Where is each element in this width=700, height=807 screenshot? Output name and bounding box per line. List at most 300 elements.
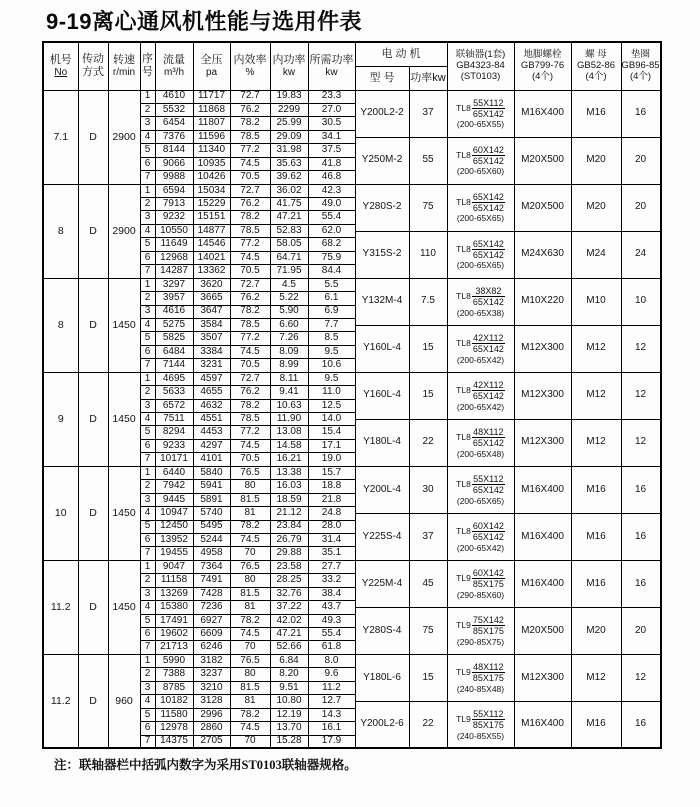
table-row: [43, 560, 661, 567]
anchor-bolt-cell: M16X400: [514, 466, 571, 513]
flow-cell: 19455: [155, 547, 193, 560]
seq-cell: 4: [140, 507, 155, 520]
required-power-cell: 18.8: [308, 480, 355, 493]
seq-cell: 3: [140, 117, 155, 130]
flow-cell: 13269: [155, 587, 193, 600]
efficiency-cell: 72.7: [230, 278, 270, 291]
flow-cell: 4610: [155, 90, 193, 103]
seq-cell: 5: [140, 614, 155, 627]
required-power-cell: 9.6: [308, 668, 355, 681]
efficiency-cell: 70.5: [230, 453, 270, 466]
coupling-note: (240-85X55): [456, 730, 505, 741]
motor-model-cell: Y280S-4: [355, 607, 409, 654]
required-power-cell: 84.4: [308, 265, 355, 278]
anchor-bolt-cell: M12X300: [514, 325, 571, 372]
drive-mode-cell: D: [78, 278, 108, 372]
efficiency-cell: 74.5: [230, 439, 270, 452]
required-power-cell: 28.0: [308, 520, 355, 533]
table-row: [43, 654, 661, 661]
motor-model-cell: Y200L-4: [355, 466, 409, 513]
pressure-cell: 3507: [193, 332, 230, 345]
anchor-bolt-cell: M16X400: [514, 90, 571, 137]
required-power-cell: 30.5: [308, 117, 355, 130]
footnote: 注：联轴器栏中括弧内数字为采用ST0103联轴器规格。: [54, 758, 357, 773]
required-power-cell: 19.0: [308, 453, 355, 466]
coupling-note: (240-85X48): [456, 683, 505, 694]
seq-cell: 7: [140, 453, 155, 466]
motor-model-cell: Y200L2-6: [355, 701, 409, 748]
required-power-cell: 12.5: [308, 399, 355, 412]
pressure-cell: 15229: [193, 198, 230, 211]
efficiency-cell: 77.2: [230, 426, 270, 439]
internal-power-cell: 71.95: [270, 265, 308, 278]
internal-power-cell: 35.63: [270, 157, 308, 170]
washer-cell: 20: [621, 607, 661, 654]
drive-mode-cell: D: [78, 372, 108, 466]
internal-power-cell: 25.99: [270, 117, 308, 130]
pressure-cell: 6927: [193, 614, 230, 627]
efficiency-cell: 78.2: [230, 708, 270, 721]
internal-power-cell: 16.21: [270, 453, 308, 466]
flow-cell: 5532: [155, 103, 193, 116]
washer-cell: 16: [621, 466, 661, 513]
pressure-cell: 14021: [193, 251, 230, 264]
internal-power-cell: 11.90: [270, 413, 308, 426]
pressure-cell: 4958: [193, 547, 230, 560]
internal-power-cell: 28.25: [270, 574, 308, 587]
coupling-bottom: 85X175: [472, 720, 504, 731]
pressure-cell: 4597: [193, 372, 230, 385]
col-header-motor-power: 功率kw: [409, 66, 447, 90]
seq-cell: 4: [140, 413, 155, 426]
internal-power-cell: 13.38: [270, 466, 308, 479]
washer-cell: 16: [621, 90, 661, 137]
coupling-spec-cell: [447, 466, 514, 513]
coupling-bottom: 65X142: [472, 438, 504, 449]
machine-no-cell: 9: [43, 372, 78, 466]
motor-model-cell: Y160L-4: [355, 372, 409, 419]
seq-cell: 6: [140, 251, 155, 264]
seq-cell: 7: [140, 641, 155, 654]
speed-cell: 960: [108, 654, 140, 748]
efficiency-cell: 80: [230, 480, 270, 493]
speed-cell: 1450: [108, 278, 140, 372]
seq-cell: 6: [140, 157, 155, 170]
pressure-cell: 3647: [193, 305, 230, 318]
internal-power-cell: 9.41: [270, 386, 308, 399]
seq-cell: 4: [140, 695, 155, 708]
required-power-cell: 9.5: [308, 372, 355, 385]
internal-power-cell: 36.02: [270, 184, 308, 197]
nut-cell: M10: [571, 278, 621, 325]
machine-no-cell: 11.2: [43, 560, 78, 654]
seq-cell: 2: [140, 198, 155, 211]
pressure-cell: 4453: [193, 426, 230, 439]
seq-cell: 7: [140, 735, 155, 748]
washer-cell: 10: [621, 278, 661, 325]
coupling-prefix: TL8: [456, 479, 471, 490]
fan-table: [42, 41, 662, 749]
internal-power-cell: 19.83: [270, 90, 308, 103]
anchor-bolt-cell: M16X400: [514, 560, 571, 607]
coupling-top: 65X142: [472, 238, 504, 249]
nut-cell: M16: [571, 513, 621, 560]
washer-cell: 20: [621, 184, 661, 231]
col-header-nut: 螺 母 GB52-86 (4个): [571, 42, 621, 90]
efficiency-cell: 78.2: [230, 117, 270, 130]
motor-model-cell: Y132M-4: [355, 278, 409, 325]
efficiency-cell: 76.5: [230, 560, 270, 573]
internal-power-cell: 58.05: [270, 238, 308, 251]
coupling-bottom: 85X175: [472, 626, 504, 637]
table-row: [43, 184, 661, 191]
required-power-cell: 61.8: [308, 641, 355, 654]
pressure-cell: 5840: [193, 466, 230, 479]
efficiency-cell: 74.5: [230, 251, 270, 264]
washer-cell: 16: [621, 701, 661, 748]
motor-power-cell: 7.5: [409, 278, 447, 325]
coupling-bottom: 65X142: [472, 203, 504, 214]
anchor-bolt-cell: M12X300: [514, 372, 571, 419]
motor-model-cell: Y225S-4: [355, 513, 409, 560]
efficiency-cell: 78.2: [230, 399, 270, 412]
seq-cell: 5: [140, 426, 155, 439]
internal-power-cell: 52.83: [270, 224, 308, 237]
col-header-efficiency: 内效率 %: [230, 42, 270, 90]
speed-cell: 2900: [108, 184, 140, 278]
internal-power-cell: 13.70: [270, 722, 308, 735]
efficiency-cell: 70.5: [230, 171, 270, 184]
flow-cell: 19602: [155, 628, 193, 641]
efficiency-cell: 77.2: [230, 144, 270, 157]
internal-power-cell: 21.12: [270, 507, 308, 520]
seq-cell: 2: [140, 292, 155, 305]
seq-cell: 3: [140, 399, 155, 412]
internal-power-cell: 8.11: [270, 372, 308, 385]
pressure-cell: 2705: [193, 735, 230, 748]
internal-power-cell: 2299: [270, 103, 308, 116]
motor-power-cell: 22: [409, 701, 447, 748]
required-power-cell: 11.2: [308, 681, 355, 694]
required-power-cell: 17.9: [308, 735, 355, 748]
coupling-spec-cell: [447, 90, 514, 137]
internal-power-cell: 5.22: [270, 292, 308, 305]
coupling-note: (290-85X60): [456, 589, 505, 600]
required-power-cell: 14.0: [308, 413, 355, 426]
speed-cell: 1450: [108, 466, 140, 560]
seq-cell: 6: [140, 439, 155, 452]
seq-cell: 5: [140, 144, 155, 157]
internal-power-cell: 4.5: [270, 278, 308, 291]
flow-cell: 21713: [155, 641, 193, 654]
nut-cell: M12: [571, 654, 621, 701]
coupling-top: 60X142: [472, 568, 504, 579]
efficiency-cell: 78.5: [230, 130, 270, 143]
seq-cell: 3: [140, 305, 155, 318]
efficiency-cell: 70: [230, 735, 270, 748]
flow-cell: 12968: [155, 251, 193, 264]
efficiency-cell: 76.2: [230, 198, 270, 211]
required-power-cell: 55.4: [308, 628, 355, 641]
efficiency-cell: 78.5: [230, 318, 270, 331]
seq-cell: 2: [140, 574, 155, 587]
flow-cell: 9988: [155, 171, 193, 184]
seq-cell: 4: [140, 318, 155, 331]
pressure-cell: 11717: [193, 90, 230, 103]
nut-cell: M20: [571, 137, 621, 184]
flow-cell: 7511: [155, 413, 193, 426]
seq-cell: 6: [140, 533, 155, 546]
required-power-cell: 21.8: [308, 493, 355, 506]
internal-power-cell: 14.58: [270, 439, 308, 452]
required-power-cell: 35.1: [308, 547, 355, 560]
coupling-top: 55X112: [473, 708, 504, 719]
coupling-spec-cell: [447, 137, 514, 184]
pressure-cell: 11868: [193, 103, 230, 116]
efficiency-cell: 72.7: [230, 372, 270, 385]
coupling-bottom: 65X142: [472, 250, 504, 261]
flow-cell: 7388: [155, 668, 193, 681]
coupling-prefix: TL8: [456, 291, 471, 302]
anchor-bolt-cell: M24X630: [514, 231, 571, 278]
pressure-cell: 6246: [193, 641, 230, 654]
seq-cell: 1: [140, 184, 155, 197]
required-power-cell: 68.2: [308, 238, 355, 251]
anchor-bolt-cell: M12X300: [514, 654, 571, 701]
anchor-bolt-cell: M16X400: [514, 701, 571, 748]
coupling-top: 55X112: [473, 473, 504, 484]
internal-power-cell: 10.63: [270, 399, 308, 412]
flow-cell: 9445: [155, 493, 193, 506]
seq-cell: 2: [140, 386, 155, 399]
required-power-cell: 31.4: [308, 533, 355, 546]
internal-power-cell: 8.09: [270, 345, 308, 358]
col-header-required-power: 所需功率 kw: [308, 42, 355, 90]
pressure-cell: 3231: [193, 359, 230, 372]
seq-cell: 4: [140, 224, 155, 237]
efficiency-cell: 80: [230, 668, 270, 681]
flow-cell: 11580: [155, 708, 193, 721]
internal-power-cell: 5.90: [270, 305, 308, 318]
flow-cell: 6440: [155, 466, 193, 479]
coupling-note: (200-65X48): [456, 448, 505, 459]
internal-power-cell: 7.26: [270, 332, 308, 345]
efficiency-cell: 81: [230, 507, 270, 520]
required-power-cell: 15.4: [308, 426, 355, 439]
internal-power-cell: 6.84: [270, 654, 308, 667]
internal-power-cell: 42.02: [270, 614, 308, 627]
efficiency-cell: 77.2: [230, 332, 270, 345]
nut-cell: M16: [571, 701, 621, 748]
required-power-cell: 42.3: [308, 184, 355, 197]
flow-cell: 5990: [155, 654, 193, 667]
seq-cell: 6: [140, 345, 155, 358]
required-power-cell: 6.1: [308, 292, 355, 305]
required-power-cell: 5.5: [308, 278, 355, 291]
coupling-top: 55X112: [473, 97, 504, 108]
washer-cell: 24: [621, 231, 661, 278]
pressure-cell: 5891: [193, 493, 230, 506]
col-header-anchor-bolt: 地脚螺栓 GB799-76 (4个): [514, 42, 571, 90]
coupling-top: 42X112: [473, 332, 504, 343]
coupling-note: (200-65X55): [456, 119, 505, 130]
coupling-note: (200-65X65): [456, 495, 505, 506]
coupling-bottom: 85X175: [472, 673, 504, 684]
internal-power-cell: 8.20: [270, 668, 308, 681]
efficiency-cell: 81.5: [230, 493, 270, 506]
efficiency-cell: 72.7: [230, 90, 270, 103]
coupling-prefix: TL8: [456, 244, 471, 255]
seq-cell: 5: [140, 708, 155, 721]
internal-power-cell: 47.21: [270, 628, 308, 641]
coupling-prefix: TL8: [456, 385, 471, 396]
flow-cell: 9066: [155, 157, 193, 170]
table-row: [43, 90, 661, 97]
coupling-note: (200-65X65): [456, 260, 505, 271]
coupling-prefix: TL8: [456, 197, 471, 208]
internal-power-cell: 64.71: [270, 251, 308, 264]
flow-cell: 17491: [155, 614, 193, 627]
coupling-bottom: 65X142: [472, 485, 504, 496]
internal-power-cell: 26.79: [270, 533, 308, 546]
nut-cell: M12: [571, 419, 621, 466]
required-power-cell: 10.6: [308, 359, 355, 372]
washer-cell: 12: [621, 372, 661, 419]
required-power-cell: 14.3: [308, 708, 355, 721]
pressure-cell: 7364: [193, 560, 230, 573]
coupling-prefix: TL8: [456, 338, 471, 349]
washer-cell: 12: [621, 654, 661, 701]
required-power-cell: 46.8: [308, 171, 355, 184]
flow-cell: 6454: [155, 117, 193, 130]
seq-cell: 2: [140, 103, 155, 116]
machine-no-cell: 10: [43, 466, 78, 560]
motor-power-cell: 22: [409, 419, 447, 466]
coupling-spec-cell: [447, 231, 514, 278]
efficiency-cell: 78.2: [230, 211, 270, 224]
pressure-cell: 4297: [193, 439, 230, 452]
anchor-bolt-cell: M20X500: [514, 607, 571, 654]
machine-no-cell: 11.2: [43, 654, 78, 748]
pressure-cell: 3128: [193, 695, 230, 708]
coupling-top: 38X82: [472, 286, 505, 297]
pressure-cell: 4551: [193, 413, 230, 426]
motor-model-cell: Y180L-6: [355, 654, 409, 701]
coupling-prefix: TL8: [456, 432, 471, 443]
flow-cell: 3957: [155, 292, 193, 305]
seq-cell: 2: [140, 668, 155, 681]
pressure-cell: 7428: [193, 587, 230, 600]
internal-power-cell: 13.08: [270, 426, 308, 439]
pressure-cell: 5495: [193, 520, 230, 533]
col-header-coupling: 联轴器(1套) GB4323-84 (ST0103): [447, 42, 514, 90]
coupling-spec-cell: [447, 607, 514, 654]
nut-cell: M12: [571, 325, 621, 372]
pressure-cell: 10426: [193, 171, 230, 184]
efficiency-cell: 78.5: [230, 224, 270, 237]
required-power-cell: 38.4: [308, 587, 355, 600]
coupling-bottom: 65X142: [472, 344, 504, 355]
coupling-top: 60X142: [472, 520, 504, 531]
seq-cell: 2: [140, 480, 155, 493]
pressure-cell: 3182: [193, 654, 230, 667]
motor-model-cell: Y160L-4: [355, 325, 409, 372]
seq-cell: 5: [140, 238, 155, 251]
coupling-top: 65X142: [472, 191, 504, 202]
efficiency-cell: 70.5: [230, 359, 270, 372]
coupling-note: (200-65X42): [456, 354, 505, 365]
internal-power-cell: 41.75: [270, 198, 308, 211]
motor-model-cell: Y180L-4: [355, 419, 409, 466]
flow-cell: 7913: [155, 198, 193, 211]
col-header-pressure: 全压 pa: [193, 42, 230, 90]
internal-power-cell: 29.88: [270, 547, 308, 560]
efficiency-cell: 74.5: [230, 157, 270, 170]
required-power-cell: 43.7: [308, 601, 355, 614]
coupling-prefix: TL9: [456, 573, 471, 584]
machine-no-cell: 7.1: [43, 90, 78, 184]
nut-cell: M12: [571, 372, 621, 419]
required-power-cell: 49.3: [308, 614, 355, 627]
flow-cell: 6484: [155, 345, 193, 358]
flow-cell: 10182: [155, 695, 193, 708]
seq-cell: 3: [140, 587, 155, 600]
flow-cell: 10947: [155, 507, 193, 520]
coupling-top: 48X112: [473, 662, 504, 673]
efficiency-cell: 78.5: [230, 413, 270, 426]
col-header-flow: 流量 m³/h: [155, 42, 193, 90]
required-power-cell: 34.1: [308, 130, 355, 143]
efficiency-cell: 78.2: [230, 520, 270, 533]
flow-cell: 15380: [155, 601, 193, 614]
seq-cell: 4: [140, 601, 155, 614]
flow-cell: 13952: [155, 533, 193, 546]
machine-no-cell: 8: [43, 184, 78, 278]
required-power-cell: 9.5: [308, 345, 355, 358]
anchor-bolt-cell: M10X220: [514, 278, 571, 325]
flow-cell: 8144: [155, 144, 193, 157]
internal-power-cell: 29.09: [270, 130, 308, 143]
anchor-bolt-cell: M16X400: [514, 513, 571, 560]
coupling-note: (200-65X42): [456, 542, 505, 553]
pressure-cell: 4655: [193, 386, 230, 399]
flow-cell: 14287: [155, 265, 193, 278]
table-row: [43, 466, 661, 473]
coupling-top: 48X112: [473, 426, 504, 437]
anchor-bolt-cell: M20X500: [514, 137, 571, 184]
seq-cell: 3: [140, 681, 155, 694]
coupling-prefix: TL9: [456, 667, 471, 678]
coupling-top: 60X142: [472, 144, 504, 155]
coupling-bottom: 65X142: [472, 297, 504, 308]
seq-cell: 3: [140, 211, 155, 224]
seq-cell: 1: [140, 90, 155, 103]
col-header-speed: 转速 r/min: [108, 42, 140, 90]
flow-cell: 6572: [155, 399, 193, 412]
required-power-cell: 11.0: [308, 386, 355, 399]
required-power-cell: 17.1: [308, 439, 355, 452]
motor-power-cell: 45: [409, 560, 447, 607]
col-header-motor-model: 型 号: [355, 66, 409, 90]
washer-cell: 16: [621, 513, 661, 560]
coupling-bottom: 65X142: [472, 156, 504, 167]
washer-cell: 12: [621, 419, 661, 466]
coupling-note: (200-65X60): [456, 166, 505, 177]
pressure-cell: 5740: [193, 507, 230, 520]
internal-power-cell: 8.99: [270, 359, 308, 372]
efficiency-cell: 76.2: [230, 292, 270, 305]
pressure-cell: 4632: [193, 399, 230, 412]
